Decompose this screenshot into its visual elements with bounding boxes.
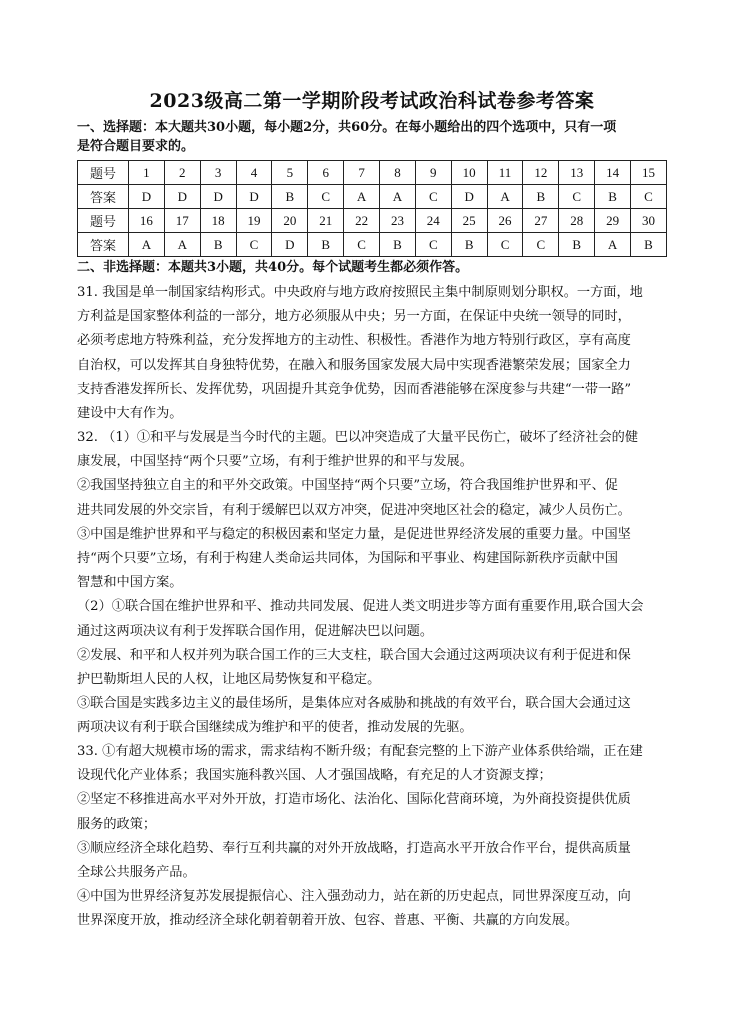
answer-cell: B xyxy=(631,233,667,257)
answer-cell: B xyxy=(380,233,416,257)
q33-line: 世界深度开放，推动经济全球化朝着朝着开放、包容、普惠、平衡、共赢的方向发展。 xyxy=(77,913,579,929)
question-number-cell: 29 xyxy=(595,209,631,233)
section-2-heading: 二、非选择题：本题共3小题，共40分。每个试题考生都必须作答。 xyxy=(77,260,469,275)
answer-cell: C xyxy=(631,185,667,209)
q31-line: 建设中大有作为。 xyxy=(77,406,183,422)
question-number-cell: 20 xyxy=(272,209,308,233)
question-number-cell: 16 xyxy=(129,209,165,233)
answer-cell: B xyxy=(272,185,308,209)
q32-line: 两项决议有利于联合国继续成为维护和平的使者，推动发展的先驱。 xyxy=(77,720,473,736)
question-number-cell: 25 xyxy=(451,209,487,233)
question-number-cell: 12 xyxy=(523,161,559,185)
section-1-line-2: 是符合题目要求的。 xyxy=(77,139,195,154)
question-32-answer xyxy=(77,426,679,741)
answer-cell: C xyxy=(415,233,451,257)
question-number-cell: 27 xyxy=(523,209,559,233)
answer-table xyxy=(77,160,667,257)
question-number-cell: 14 xyxy=(595,161,631,185)
q32-line: 康发展，中国坚持“两个只要”立场，有利于维护世界的和平与发展。 xyxy=(77,454,473,470)
answer-cell: A xyxy=(380,185,416,209)
question-number-cell: 15 xyxy=(631,161,667,185)
answer-cell: D xyxy=(129,185,165,209)
q33-line: 服务的政策； xyxy=(77,816,157,832)
answer-cell: C xyxy=(487,233,523,257)
q33-line: ③顺应经济全球化趋势、奉行互利共赢的对外开放战略，打造高水平开放合作平台，提供高质量 xyxy=(77,840,631,856)
answer-cell: D xyxy=(272,233,308,257)
q33-line: 33. ①有超大规模市场的需求，需求结构不断升级；有配套完整的上下游产业体系供给端，正在建 xyxy=(77,744,643,759)
question-number-cell: 28 xyxy=(559,209,595,233)
question-33-answer xyxy=(77,740,679,934)
question-number-row xyxy=(78,209,667,233)
answer-cell: C xyxy=(344,233,380,257)
answer-cell: B xyxy=(595,185,631,209)
question-number-cell: 1 xyxy=(129,161,165,185)
question-number-cell: 23 xyxy=(380,209,416,233)
answer-cell: C xyxy=(236,233,272,257)
row-label-answer: 答案 xyxy=(78,233,129,257)
question-number-cell: 8 xyxy=(380,161,416,185)
q32-line: 智慧和中国方案。 xyxy=(77,575,183,591)
q31-line: 31. 我国是单一制国家结构形式。中央政府与地方政府按照民主集中制原则划分职权。一方面，地 xyxy=(77,285,643,300)
answer-cell: B xyxy=(308,233,344,257)
q33-line: 设现代化产业体系；我国实施科教兴国、人才强国战略，有充足的人才资源支撑； xyxy=(77,768,552,784)
question-number-cell: 21 xyxy=(308,209,344,233)
answer-cell: A xyxy=(595,233,631,257)
row-label-number: 题号 xyxy=(78,209,129,233)
answer-cell: C xyxy=(415,185,451,209)
question-number-cell: 10 xyxy=(451,161,487,185)
answer-cell: D xyxy=(200,185,236,209)
answer-cell: C xyxy=(523,233,559,257)
q32-line: 护巴勒斯坦人民的人权，让地区局势恢复和平稳定。 xyxy=(77,672,381,688)
question-number-cell: 2 xyxy=(164,161,200,185)
q31-line: 支持香港发挥所长、发挥优势，巩固提升其竞争优势，因而香港能够在深度参与共建“一带一路” xyxy=(77,381,632,397)
question-number-cell: 7 xyxy=(344,161,380,185)
q32-line: 进共同发展的外交宗旨，有利于缓解巴以双方冲突，促进冲突地区社会的稳定，减少人员伤亡。 xyxy=(77,502,631,518)
q32-line: 持“两个只要”立场，有利于构建人类命运共同体，为国际和平事业、构建国际新秩序贡献中国 xyxy=(77,551,618,567)
answer-cell: D xyxy=(236,185,272,209)
answer-cell: C xyxy=(308,185,344,209)
answer-cell: B xyxy=(523,185,559,209)
question-number-cell: 30 xyxy=(631,209,667,233)
row-label-number: 题号 xyxy=(78,161,129,185)
question-number-cell: 18 xyxy=(200,209,236,233)
q32-line: ③联合国是实践多边主义的最佳场所，是集体应对各威胁和挑战的有效平台，联合国大会通过这 xyxy=(77,696,631,712)
question-31-answer xyxy=(77,281,679,426)
answer-cell: B xyxy=(559,233,595,257)
q32-line: （2）①联合国在维护世界和平、推动共同发展、促进人类文明进步等方面有重要作用,联合国大会 xyxy=(77,599,644,615)
answer-cell: C xyxy=(559,185,595,209)
q32-line: ③中国是维护世界和平与稳定的积极因素和坚定力量，是促进世界经济发展的重要力量。中国坚 xyxy=(77,526,631,542)
answer-cell: A xyxy=(164,233,200,257)
question-number-row xyxy=(78,161,667,185)
answer-cell: A xyxy=(487,185,523,209)
question-number-cell: 19 xyxy=(236,209,272,233)
q33-line: ②坚定不移推进高水平对外开放，打造市场化、法治化、国际化营商环境，为外商投资提供优质 xyxy=(77,792,631,808)
question-number-cell: 24 xyxy=(415,209,451,233)
q32-line: ②发展、和平和人权并列为联合国工作的三大支柱，联合国大会通过这两项决议有利于促进和保 xyxy=(77,647,631,663)
q32-line: 32. （1）①和平与发展是当今时代的主题。巴以冲突造成了大量平民伤亡，破坏了经济社会的健 xyxy=(77,430,639,445)
answer-cell: B xyxy=(451,233,487,257)
q31-line: 必须考虑地方特殊利益，充分发挥地方的主动性、积极性。香港作为地方特别行政区，享有高度 xyxy=(77,333,631,349)
answer-row xyxy=(78,233,667,257)
row-label-answer: 答案 xyxy=(78,185,129,209)
answer-cell: B xyxy=(200,233,236,257)
q33-line: 全球公共服务产品。 xyxy=(77,865,196,881)
question-number-cell: 4 xyxy=(236,161,272,185)
question-number-cell: 9 xyxy=(415,161,451,185)
page-title: 2023级高二第一学期阶段考试政治科试卷参考答案 xyxy=(149,90,595,112)
q33-line: ④中国为世界经济复苏发展提振信心、注入强劲动力，站在新的历史起点，同世界深度互动，向 xyxy=(77,889,631,905)
question-number-cell: 6 xyxy=(308,161,344,185)
section-1-line-1: 一、选择题：本大题共30小题，每小题2分，共60分。在每小题给出的四个选项中，只有一项 xyxy=(77,120,617,135)
answer-cell: A xyxy=(129,233,165,257)
question-number-cell: 26 xyxy=(487,209,523,233)
question-number-cell: 11 xyxy=(487,161,523,185)
answer-cell: D xyxy=(164,185,200,209)
answer-row xyxy=(78,185,667,209)
question-number-cell: 13 xyxy=(559,161,595,185)
question-number-cell: 17 xyxy=(164,209,200,233)
question-number-cell: 5 xyxy=(272,161,308,185)
answer-cell: A xyxy=(344,185,380,209)
question-number-cell: 3 xyxy=(200,161,236,185)
question-number-cell: 22 xyxy=(344,209,380,233)
section-1-heading xyxy=(77,118,677,156)
q32-line: ②我国坚持独立自主的和平外交政策。中国坚持“两个只要”立场，符合我国维护世界和平、促 xyxy=(77,478,618,494)
answer-cell: D xyxy=(451,185,487,209)
q31-line: 方利益是国家整体利益的一部分，地方必须服从中央；另一方面，在保证中央统一领导的同时， xyxy=(77,309,631,325)
q32-line: 通过这两项决议有利于发挥联合国作用，促进解决巴以问题。 xyxy=(77,623,434,639)
q31-line: 自治权，可以发挥其自身独特优势，在融入和服务国家发展大局中实现香港繁荣发展；国家全力 xyxy=(77,357,631,373)
